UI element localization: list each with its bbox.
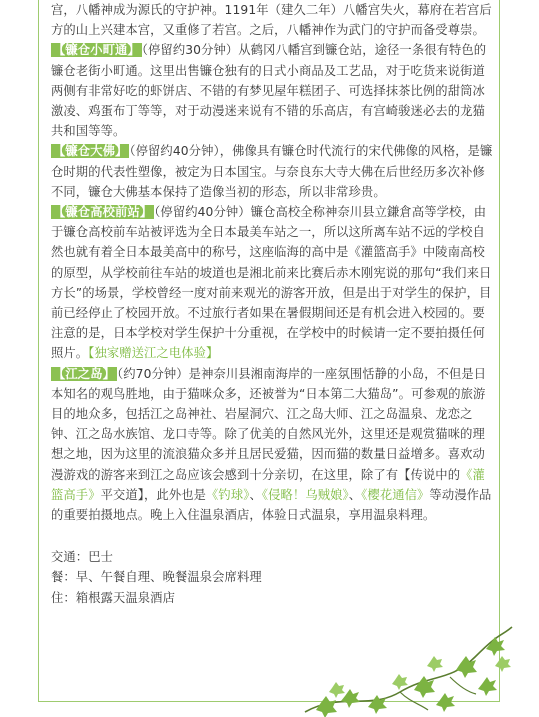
- intro-paragraph: [51, 0, 493, 40]
- section-text-enoshima-c: 等动漫作品的重要拍摄地点。晚上入住温泉酒店，体验日式温泉，享用温泉料理。: [51, 487, 492, 523]
- intro-text: 宫，八幡神成为源氏的守护神。1191年（建久二年）八幡宫失火，幕府在若宫后方的山上兴建本宫，又重修了若宫。之后，八幡神作为武门的守护而备受尊崇。: [51, 3, 492, 38]
- enoden-bonus-link[interactable]: 【独家赠送江之电体验】: [88, 346, 219, 361]
- section-text-daibutsu: （停留约40分钟），佛像具有镰仓时代流行的宋代佛像的风格，是镰仓时期的代表性塑像，被定为日本国宝。与奈良东大寺大佛在后世经历多次补修不同，镰仓大佛基本保持了造像当初的形态，所以非常珍贵。: [51, 144, 493, 199]
- section-tag-enoshima: 【江之岛】: [53, 366, 115, 381]
- anime-tsuritama: 《钓球》: [206, 487, 250, 502]
- itinerary-content: [51, 0, 493, 608]
- section-tag-koko-mae: 【镰仓高校前站】: [53, 205, 153, 220]
- section-komachi: [51, 40, 493, 141]
- section-text-enoshima-b: 平交道】，此外也是: [100, 487, 207, 502]
- section-tag-komachi: 【镰仓小町通】: [53, 43, 140, 58]
- transport-info: 交通：巴士: [51, 550, 113, 565]
- section-daibutsu: [51, 141, 493, 202]
- anime-sakura-tsushin: 《樱花通信》: [361, 487, 430, 502]
- section-text-komachi: （停留约30分钟）从鹤冈八幡宫到镰仓站，途径一条很有特色的镰仓老街小町通。这里出售镰仓独有的日式小商品及工艺品，对于吃货来说街道两侧有非常好吃的虾饼店、不错的有梦见屋年糕团子、可选择抹茶比例的甜筒冰激凌、鸡蛋布丁等等，对于动漫迷来说有不错的乐高店，有宫崎骏迷必去的龙猫共和国等等。: [51, 43, 487, 139]
- hotel-info: 住：箱根露天温泉酒店: [51, 590, 175, 605]
- separator-1: 、: [249, 487, 262, 502]
- separator-2: 、: [348, 487, 362, 502]
- anime-ika-musume: 《侵略！乌贼娘》: [261, 487, 349, 502]
- section-tag-daibutsu: 【镰仓大佛】: [53, 144, 128, 159]
- anime-slam-dunk: 《灌篮高手》: [51, 467, 485, 502]
- ivy-vine-decoration: [300, 622, 515, 717]
- section-koko-mae: [51, 202, 493, 364]
- section-enoshima: [51, 364, 493, 526]
- meals-info: 餐：早、午餐自理、晚餐温泉会席料理: [51, 570, 262, 585]
- section-text-koko-mae: （停留约40分钟）镰仓高校全称神奈川县立鎌倉高等学校，由于镰仓高校前车站被评选为全日本最美车站之一，所以这所离车站不远的学校自然也就有着全日本最美高中的称号，这座临海的高中是《灌篮高手》中陵南高校的原型，从学校前往车站的坡道也是湘北前来比赛后赤木刚宪说的那句“我们来日方长”的场景，学校曾经一度对前来观光的游客开放，但是出于对学生的保护，目前已经停止了校园开放。不过旅行者如果在暑假期间还是有机会进入校园的。要注意的是，日本学校对学生保护十分重视，在学校中的时候请一定不要拍摄任何照片。: [51, 205, 492, 361]
- spacer: [51, 525, 493, 547]
- section-text-enoshima-a: （约70分钟）是神奈川县湘南海岸的一座氛围恬静的小岛，不但是日本知名的观鸟胜地，由于猫咪众多，还被誉为“日本第二大猫岛”。可参观的旅游目的地众多，包括江之岛神社、岩屋洞穴、江之岛大师、江之岛温泉、龙恋之钟、江之岛水族馆、龙口寺等。除了优美的自然风光外，这里还是观赏猫咪的理想之地，因为这里的流浪猫众多并且居民爱猫，因而猫的数量日益增多。喜欢动漫游戏的游客来到江之岛应该会感到十分亲切，在这里，除了有【传说中的: [51, 366, 487, 482]
